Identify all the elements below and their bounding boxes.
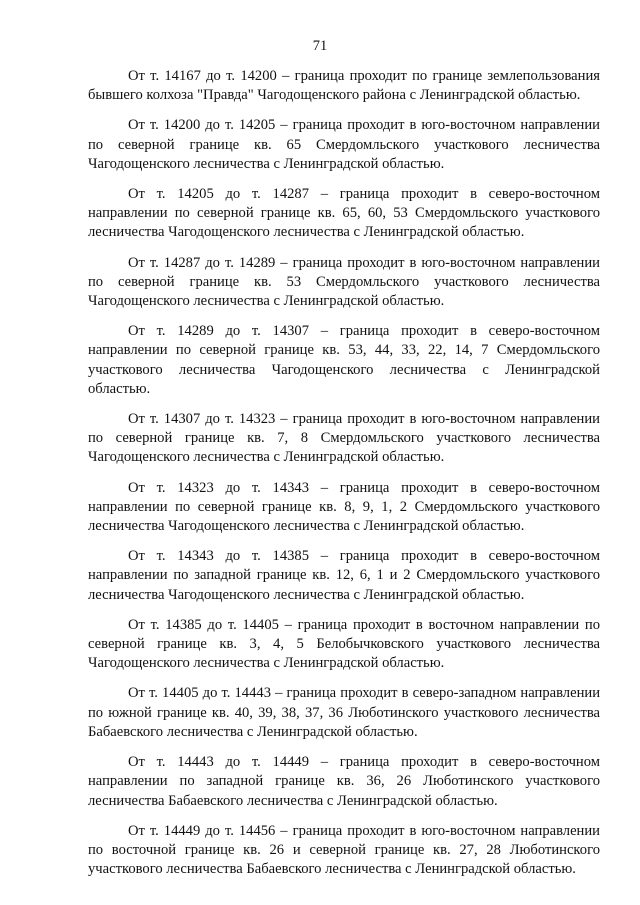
paragraph: От т. 14443 до т. 14449 – граница проходит в северо-восточном направлении по западной границе кв. 36, 26 Люботинского участкового лесничества Бабаевского лесничества с Ленинградской областью. — [88, 754, 600, 809]
page-number: 71 — [312, 38, 328, 54]
paragraph: От т. 14289 до т. 14307 – граница проходит в северо-восточном направлении по северной границе кв. 53, 44, 33, 22, 14, 7 Смердомльского участкового лесничества Чагодощенского лесничества с Ленинградской областью. — [88, 323, 600, 397]
paragraph: От т. 14343 до т. 14385 – граница проходит в северо-восточном направлении по западной границе кв. 12, 6, 1 и 2 Смердомльского участкового лесничества Чагодощенского лесничества с Ленинградской областью. — [88, 548, 600, 603]
document-body — [88, 67, 600, 890]
paragraph: От т. 14200 до т. 14205 – граница проходит в юго-восточном направлении по северной границе кв. 65 Смердомльского участкового лесничества Чагодощенского лесничества с Ленинградской областью. — [88, 117, 600, 172]
paragraph: От т. 14405 до т. 14443 – граница проходит в северо-западном направлении по южной границе кв. 40, 39, 38, 37, 36 Люботинского участкового лесничества Бабаевского лесничества с Ленинградской областью. — [88, 685, 600, 740]
paragraph: От т. 14205 до т. 14287 – граница проходит в северо-восточном направлении по северной границе кв. 65, 60, 53 Смердомльского участкового лесничества Чагодощенского лесничества с Ленинградской областью. — [88, 186, 600, 241]
paragraph: От т. 14287 до т. 14289 – граница проходит в юго-восточном направлении по северной границе кв. 53 Смердомльского участкового лесничества Чагодощенского лесничества с Ленинградской областью. — [88, 254, 600, 310]
paragraph: От т. 14167 до т. 14200 – граница проходит по границе землепользования бывшего колхоза "Правда" Чагодощенского района с Ленинградской областью. — [88, 68, 600, 104]
paragraph: От т. 14449 до т. 14456 – граница проходит в юго-восточном направлении по восточной границе кв. 26 и северной границе кв. 27, 28 Люботинского участкового лесничества Бабаевского лесничества с Ленинградской областью. — [88, 822, 600, 878]
paragraph: От т. 14307 до т. 14323 – граница проходит в юго-восточном направлении по северной границе кв. 7, 8 Смердомльского участкового лесничества Чагодощенского лесничества с Ленинградской областью. — [88, 411, 600, 466]
paragraph: От т. 14323 до т. 14343 – граница проходит в северо-восточном направлении по северной границе кв. 8, 9, 1, 2 Смердомльского участкового лесничества Чагодощенского лесничества с Ленинградской областью. — [88, 479, 600, 535]
paragraph: От т. 14385 до т. 14405 – граница проходит в восточном направлении по северной границе кв. 3, 4, 5 Белобычковского участкового лесничества Чагодощенского лесничества с Ленинградской областью. — [88, 616, 600, 672]
